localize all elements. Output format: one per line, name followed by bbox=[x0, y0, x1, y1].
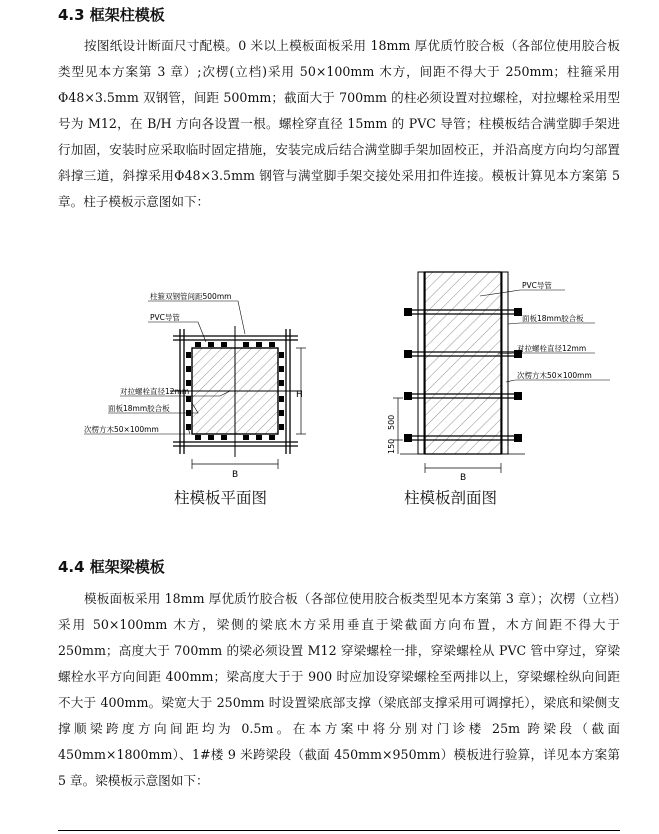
section-dim-b: B bbox=[460, 473, 467, 482]
section-label-bolt: 对拉螺栓直径12mm bbox=[517, 344, 587, 353]
section-dim-500: 500 bbox=[387, 414, 396, 430]
dim-b-label: B bbox=[232, 470, 239, 480]
section-label-pvc: PVC导管 bbox=[522, 281, 552, 290]
plan-label-hoop: 柱箍双钢管间距500mm bbox=[150, 292, 232, 301]
concrete-column-section bbox=[425, 272, 501, 454]
plan-label-bolt: 对拉螺栓直径12mm bbox=[120, 387, 190, 396]
plan-label-pvc: PVC导管 bbox=[150, 313, 180, 322]
section-heading-4-4: 4.4 框架梁模板 bbox=[58, 558, 165, 576]
section-figure-caption: 柱模板剖面图 bbox=[404, 489, 498, 507]
section-heading-4-3: 4.3 框架柱模板 bbox=[58, 6, 165, 24]
plan-label-joist: 次楞方木50×100mm bbox=[84, 425, 159, 434]
column-formwork-section-figure bbox=[380, 268, 630, 482]
bottom-rule bbox=[58, 830, 620, 831]
section-label-joist: 次楞方木50×100mm bbox=[517, 371, 592, 380]
section-label-panel: 面板18mm胶合板 bbox=[522, 314, 584, 323]
section-4-4-paragraph: 模板面板采用 18mm 厚优质竹胶合板（各部位使用胶合板类型见本方案第 3 章）；次楞（立档）采用 50×100mm 木方，梁侧的梁底木方采用垂直于梁截面方向布置，木方间距不得大于 250mm；高度大于 700mm 的梁必须设置 M12 穿梁螺栓一排，穿梁螺栓从 PVC 管中穿过，穿梁螺栓水平方向间距 400mm；梁高度大于于 900 时应加设穿梁螺栓至两排以上，穿梁螺栓纵向间距不大于 400mm。梁宽大于 250mm 时设置梁底部支撑（梁底部支撑采用可调撑托），梁底和梁侧支撑顺梁跨度方向间距均为 0.5m。在本方案中将分别对门诊楼 25m 跨梁段（截面 450mm×1800mm）、1#楼 9 米跨梁段（截面 450mm×950mm）模板进行验算，详见本方案第 5 章。梁模板示意图如下： bbox=[58, 591, 620, 788]
dim-h-label: H bbox=[296, 390, 303, 400]
section-4-3-paragraph: 按图纸设计断面尺寸配模。0 米以上模板面板采用 18mm 厚优质竹胶合板（各部位使用胶合板类型见本方案第 3 章）;次楞(立档)采用 50×100mm 木方，间距不得大于 250mm；柱箍采用Φ48×3.5mm 双钢管，间距 500mm；截面大于 700mm 的柱必须设置对拉螺栓，对拉螺栓采用型号为 M12，在 B/H 方向各设置一根。螺栓穿直径 15mm 的 PVC 导管；柱模板结合满堂脚手架进行加固，安装时应采取临时固定措施，安装完成后结合满堂脚手架加固校正，并沿高度方向均匀部置斜撑三道，斜撑采用Φ48×3.5mm 钢管与满堂脚手架交接处采用扣件连接。模板计算见本方案第 5 章。柱子模板示意图如下： bbox=[58, 38, 620, 209]
plan-figure-caption: 柱模板平面图 bbox=[174, 489, 268, 507]
section-dim-150: 150 bbox=[387, 438, 396, 454]
plan-label-panel: 面板18mm胶合板 bbox=[108, 404, 170, 413]
column-formwork-plan-figure bbox=[80, 282, 310, 482]
